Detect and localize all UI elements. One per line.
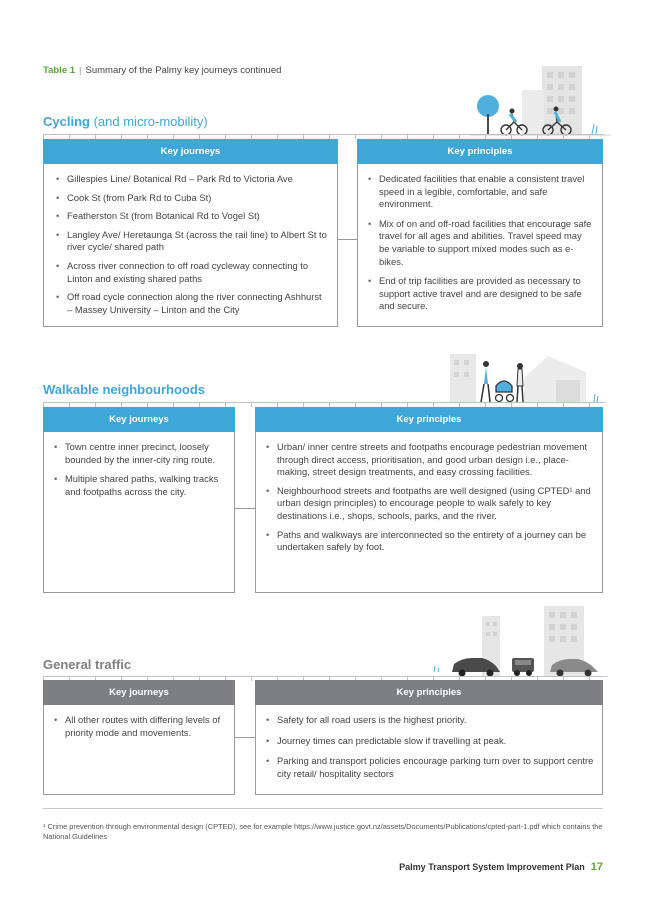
cycling-illustration — [470, 62, 610, 138]
page-number: 17 — [590, 861, 603, 873]
walking-illustration — [446, 350, 606, 404]
list-item: • End of trip facilities are provided as necessary to support active travel and are designed to be safe and secure. — [366, 275, 594, 313]
list-item: • Paths and walkways are interconnected so the entirety of a journey can be undertaken safely by foot. — [264, 529, 594, 554]
table-caption — [43, 65, 281, 76]
list-item: • Urban/ inner centre streets and footpaths encourage pedestrian movement through direct access, prioritisation, and good urban design i.e., place-making, street design treatments, and easy crossing facilities. — [264, 441, 594, 479]
traffic-principles-header: Key principles — [255, 680, 603, 705]
walkable-section-title: Walkable neighbourhoods — [43, 382, 206, 397]
list-item: • Neighbourhood streets and footpaths are well designed (using CPTED¹ and urban design principles) to encourage people to walk safely to key destinations i.e., shops, schools, parks, and the river. — [264, 485, 594, 523]
footnote: ¹ Crime prevention through environmental design (CPTED), see for example https://www.justice.govt.nz/assets/Documents/Publications/cpted-part-1.pdf which contains the National Guidelines — [43, 822, 603, 841]
list-item: • Mix of on and off-road facilities that encourage safe travel for all ages and abilities. Travel speed may be variable to support mixed modes such as e-bikes. — [366, 218, 594, 268]
cycling-section-title: Cycling (and micro-mobility) — [43, 114, 208, 129]
table-number: Table 1 — [43, 65, 76, 76]
footnote-divider — [43, 808, 603, 809]
traffic-illustration — [426, 602, 608, 678]
list-item: • Across river connection to off road cycleway connecting to Linton and existing shared paths — [54, 260, 327, 285]
walkable-journeys-header: Key journeys — [43, 407, 235, 432]
list-item: • Cook St (from Park Rd to Cuba St) — [54, 192, 327, 205]
list-item: • Town centre inner precinct, loosely bounded by the inner-city ring route. — [52, 441, 226, 466]
walkable-journeys-box — [43, 432, 235, 593]
list-item: • Journey times can predictable slow if travelling at peak. — [264, 735, 594, 748]
traffic-section-title: General traffic — [43, 657, 132, 672]
connector-line — [235, 737, 255, 738]
caption-separator: | — [79, 65, 82, 76]
list-item: • Dedicated facilities that enable a consistent travel speed in a legible, comfortable, and safe environment. — [366, 173, 594, 211]
document-title: Palmy Transport System Improvement Plan — [399, 862, 585, 872]
pram-icon — [496, 381, 514, 402]
car-icon — [512, 658, 534, 676]
list-item: • Parking and transport policies encourage parking turn over to support centre city retail/ hospitality sectors — [264, 755, 594, 780]
list-item: • Off road cycle connection along the river connecting Ashhurst – Massey University – Linton and the City — [54, 291, 327, 316]
tree-icon — [477, 95, 499, 117]
list-item: • Langley Ave/ Heretaunga St (across the rail line) to Albert St to river cycle/ shared path — [54, 229, 327, 254]
list-item: • Safety for all road users is the highest priority. — [264, 714, 594, 727]
list-item: • Gillespies Line/ Botanical Rd – Park Rd to Victoria Ave — [54, 173, 327, 186]
cycling-principles-box — [357, 164, 603, 327]
cycling-journeys-header: Key journeys — [43, 139, 338, 164]
cycling-principles-header: Key principles — [357, 139, 603, 164]
list-item: • All other routes with differing levels of priority mode and movements. — [52, 714, 226, 739]
traffic-journeys-box — [43, 705, 235, 795]
page-footer — [388, 861, 603, 873]
pedestrian-icon — [481, 361, 490, 402]
caption-text: Summary of the Palmy key journeys continued — [85, 65, 282, 76]
traffic-journeys-header: Key journeys — [43, 680, 235, 705]
cycling-journeys-box — [43, 164, 338, 327]
list-item: • Featherston St (from Botanical Rd to Vogel St) — [54, 210, 327, 223]
list-item: • Multiple shared paths, walking tracks and footpaths across the city. — [52, 473, 226, 498]
connector-line — [235, 508, 255, 509]
walkable-principles-header: Key principles — [255, 407, 603, 432]
connector-line — [338, 239, 357, 240]
pedestrian-icon — [517, 363, 523, 402]
traffic-principles-box — [255, 705, 603, 795]
walkable-principles-box — [255, 432, 603, 593]
